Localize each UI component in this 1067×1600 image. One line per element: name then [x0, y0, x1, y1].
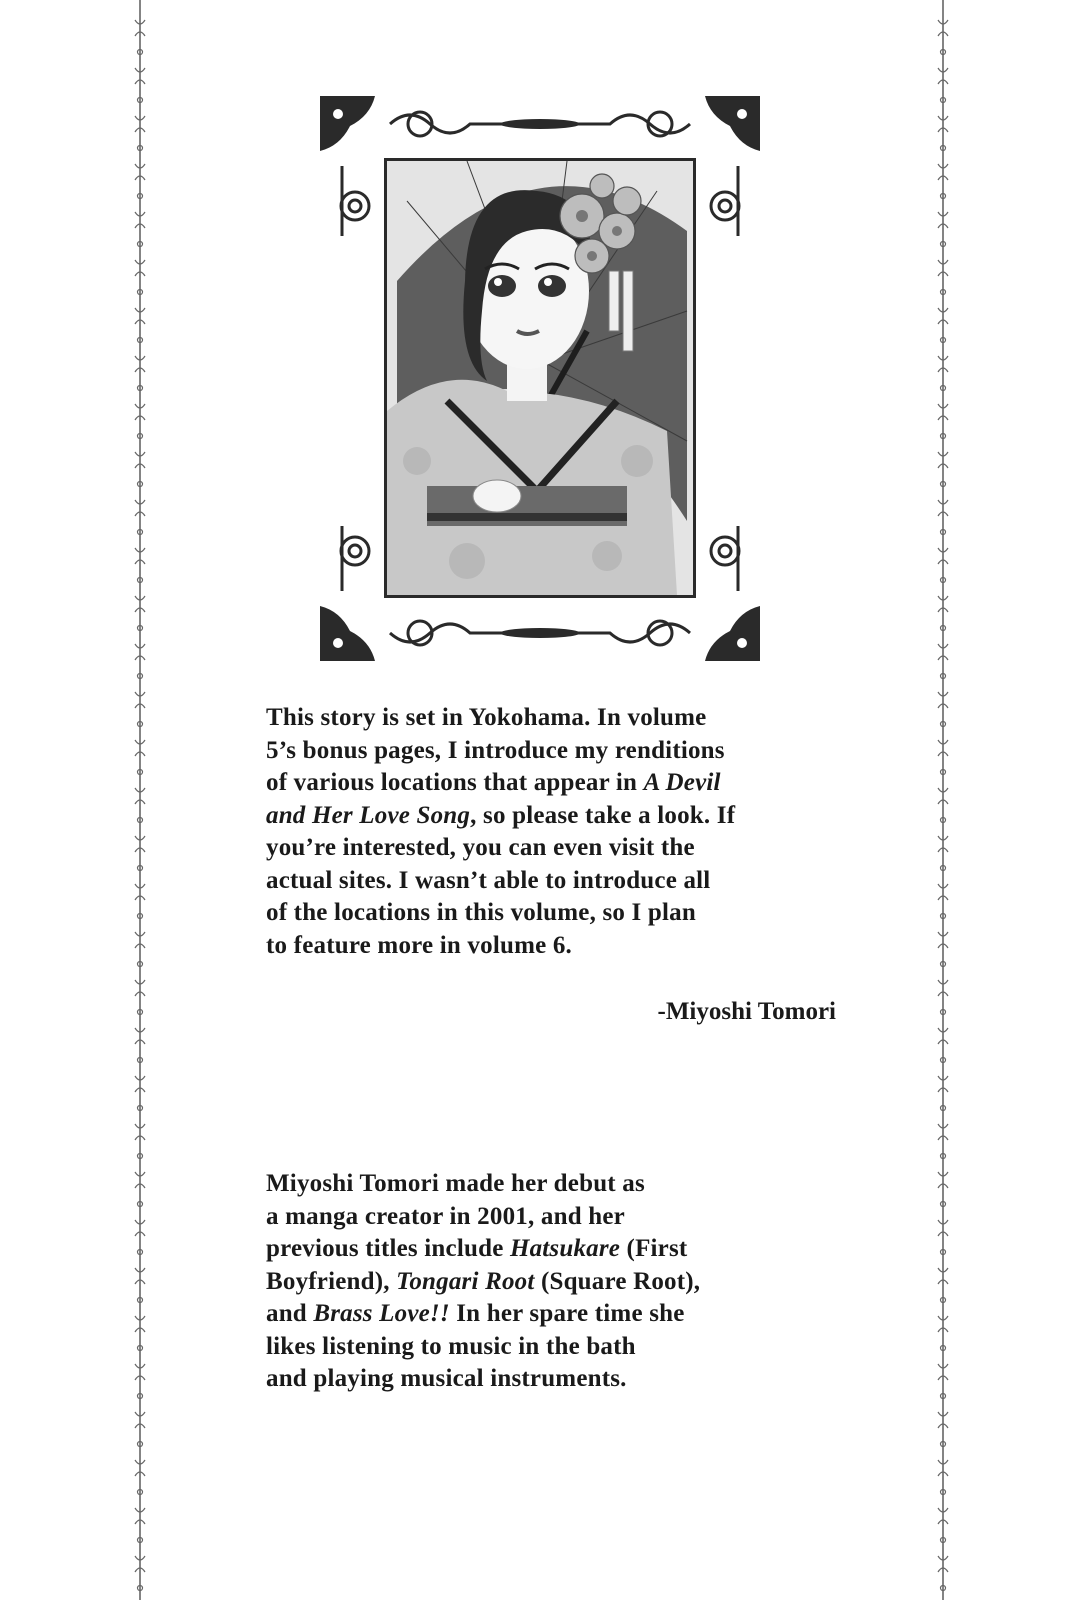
foreword-line: 5’s bonus pages, I introduce my renditions	[266, 736, 725, 764]
foreword-line: of the locations in this volume, so I plan	[266, 899, 696, 926]
italic-title: and Her Love Song	[266, 801, 471, 829]
author_bio-line: and Brass Love!! In her spare time she	[266, 1300, 685, 1327]
author-biography	[266, 1168, 836, 1396]
author_bio-line: Boyfriend), Tongari Root (Square Root),	[266, 1267, 701, 1295]
italic-title: Tongari Root	[396, 1267, 535, 1295]
author_bio-line: Miyoshi Tomori made her debut as	[266, 1170, 645, 1197]
author-signature: -Miyoshi Tomori	[657, 998, 836, 1025]
foreword-line: of various locations that appear in A Devil	[266, 769, 721, 796]
foreword-line: actual sites. I wasn’t able to introduce all	[266, 866, 711, 894]
author_bio-line: a manga creator in 2001, and her	[266, 1202, 625, 1230]
author_bio-line: and playing musical instruments.	[266, 1365, 627, 1392]
foreword-line: and Her Love Song, so please take a look. If	[266, 801, 736, 829]
author-foreword	[266, 702, 836, 962]
foreword-line: you’re interested, you can even visit the	[266, 834, 695, 861]
italic-title: A Devil	[643, 769, 721, 796]
italic-title: Brass Love!!	[313, 1300, 450, 1327]
author_bio-line: likes listening to music in the bath	[266, 1332, 636, 1360]
author_bio-line: previous titles include Hatsukare (First	[266, 1235, 688, 1262]
ornamental-frame	[320, 96, 760, 661]
foreword-line: to feature more in volume 6.	[266, 931, 573, 959]
right-ornamental-border	[936, 0, 950, 1600]
left-ornamental-border	[133, 0, 147, 1600]
foreword-line: This story is set in Yokohama. In volume	[266, 704, 707, 731]
italic-title: Hatsukare	[509, 1235, 621, 1262]
